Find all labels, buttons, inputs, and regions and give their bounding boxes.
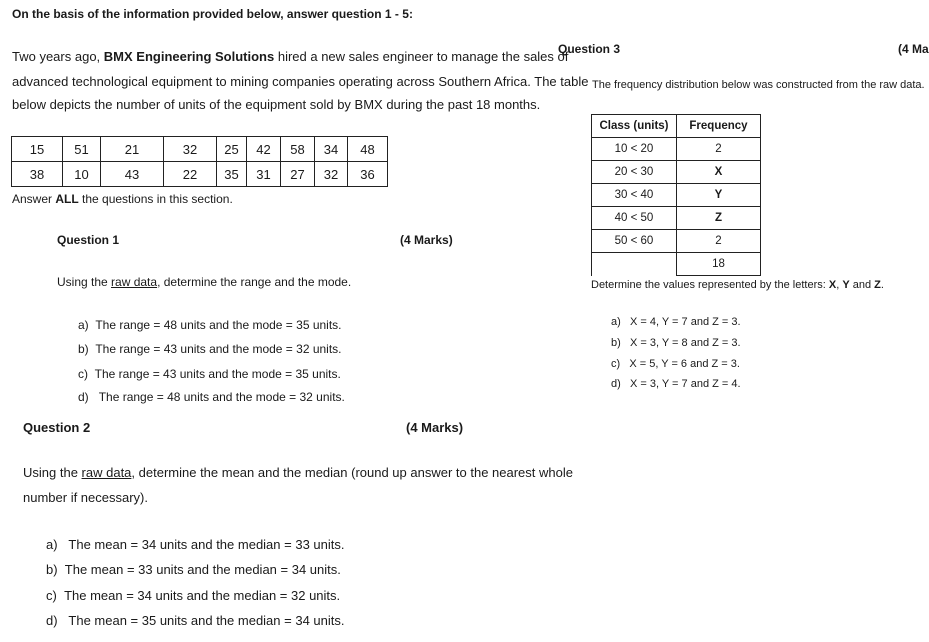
- q2-prompt: [23, 465, 573, 480]
- section-note: [12, 192, 233, 206]
- table-cell: 15: [12, 137, 63, 162]
- table-cell: 2: [677, 230, 761, 253]
- table-cell: 50 < 60: [592, 230, 677, 253]
- q3-intro: The frequency distribution below was constructed from the raw data.: [592, 79, 925, 91]
- option-text: X = 3, Y = 8 and Z = 3.: [629, 337, 741, 349]
- option-label: c): [78, 367, 88, 381]
- option-label: d): [611, 378, 621, 390]
- table-cell: 30 < 40: [592, 184, 677, 207]
- table-cell: 36: [348, 162, 388, 187]
- q1-option-b[interactable]: [78, 342, 342, 356]
- prompt-text: Using the: [57, 275, 112, 289]
- option-label: a): [611, 316, 621, 328]
- option-label: c): [611, 358, 621, 370]
- note-emphasis: ALL: [55, 192, 79, 206]
- intro-line-2: advanced technological equipment to mining companies operating across Southern Africa. The table: [12, 74, 589, 89]
- q2-option-c[interactable]: [46, 588, 340, 603]
- option-text: X = 5, Y = 6 and Z = 3.: [629, 358, 740, 370]
- note-text: the questions in this section.: [78, 192, 233, 206]
- note-text: Answer: [12, 192, 56, 206]
- q2-option-a[interactable]: [46, 537, 344, 552]
- raw-data-link: raw data: [81, 465, 132, 480]
- table-row: [592, 230, 761, 253]
- option-text: The range = 43 units and the mode = 35 units.: [94, 367, 341, 381]
- raw-data-link: raw data: [111, 275, 158, 289]
- table-cell: 22: [164, 162, 217, 187]
- option-text: The mean = 33 units and the median = 34 units.: [64, 562, 341, 577]
- table-cell: Y: [677, 184, 761, 207]
- table-cell: 43: [101, 162, 164, 187]
- q3-option-a[interactable]: [611, 316, 741, 328]
- q3-option-b[interactable]: [611, 337, 741, 349]
- intro-text: hired a new sales engineer to manage the sales of: [274, 49, 569, 64]
- option-label: c): [46, 588, 57, 603]
- prompt-text: , determine the range and the mode.: [157, 275, 352, 289]
- q3-title: Question 3: [558, 42, 621, 56]
- letter-y: Y: [842, 279, 850, 291]
- q3-marks: (4 Ma: [898, 42, 929, 56]
- intro-line-1: [12, 49, 568, 64]
- intro-line-3: below depicts the number of units of the equipment sold by BMX during the past 18 months.: [12, 97, 541, 112]
- table-cell-empty: [592, 253, 677, 276]
- table-cell: Z: [677, 207, 761, 230]
- option-text: The range = 48 units and the mode = 32 units.: [98, 390, 345, 404]
- q3-option-c[interactable]: [611, 358, 740, 370]
- frequency-table: [591, 114, 761, 276]
- table-cell: 35: [217, 162, 247, 187]
- intro-text: Two years ago,: [12, 49, 104, 64]
- table-header-cell: Class (units): [592, 115, 677, 138]
- table-row: [592, 138, 761, 161]
- option-label: b): [611, 337, 621, 349]
- option-label: d): [78, 390, 89, 404]
- letter-x: X: [828, 279, 837, 291]
- table-cell: 32: [315, 162, 348, 187]
- table-cell: 31: [247, 162, 281, 187]
- q1-option-d[interactable]: [78, 390, 345, 404]
- option-text: The mean = 34 units and the median = 33 units.: [68, 537, 345, 552]
- q2-marks: (4 Marks): [406, 420, 464, 435]
- raw-data-table: [11, 136, 388, 187]
- table-cell: 20 < 30: [592, 161, 677, 184]
- option-label: b): [78, 342, 89, 356]
- option-label: d): [46, 613, 58, 628]
- q1-prompt: [57, 275, 351, 289]
- table-row: [592, 207, 761, 230]
- table-cell: 40 < 50: [592, 207, 677, 230]
- prompt-text: ,: [836, 279, 843, 291]
- table-row: [12, 137, 388, 162]
- option-label: a): [78, 318, 89, 332]
- table-total-cell: 18: [677, 253, 761, 276]
- option-text: X = 4, Y = 7 and Z = 3.: [629, 316, 741, 328]
- option-text: X = 3, Y = 7 and Z = 4.: [629, 378, 741, 390]
- table-cell: 10: [63, 162, 101, 187]
- table-cell: 58: [281, 137, 315, 162]
- q1-title: Question 1: [57, 233, 120, 247]
- table-cell: X: [677, 161, 761, 184]
- option-text: The range = 43 units and the mode = 32 units.: [95, 342, 342, 356]
- q1-option-a[interactable]: [78, 318, 342, 332]
- q2-option-b[interactable]: [46, 562, 341, 577]
- q1-marks: (4 Marks): [400, 233, 453, 247]
- table-cell: 34: [315, 137, 348, 162]
- option-text: The range = 48 units and the mode = 35 units.: [95, 318, 342, 332]
- prompt-text: and: [849, 279, 875, 291]
- company-name: BMX Engineering Solutions: [103, 49, 275, 64]
- table-cell: 51: [63, 137, 101, 162]
- instruction-heading: On the basis of the information provided below, answer question 1 - 5:: [12, 7, 413, 21]
- table-row: [592, 161, 761, 184]
- q1-option-c[interactable]: [78, 367, 341, 381]
- q2-option-d[interactable]: [46, 613, 344, 628]
- prompt-text: Using the: [23, 465, 82, 480]
- q3-prompt: [591, 279, 884, 291]
- table-total-row: [592, 253, 761, 276]
- prompt-text: , determine the mean and the median (round up answer to the nearest whole: [131, 465, 573, 480]
- option-label: a): [46, 537, 58, 552]
- table-cell: 2: [677, 138, 761, 161]
- prompt-text: Determine the values represented by the letters:: [591, 279, 829, 291]
- table-cell: 21: [101, 137, 164, 162]
- option-text: The mean = 35 units and the median = 34 units.: [68, 613, 345, 628]
- option-text: The mean = 34 units and the median = 32 units.: [64, 588, 341, 603]
- table-cell: 25: [217, 137, 247, 162]
- table-header-row: [592, 115, 761, 138]
- option-label: b): [46, 562, 58, 577]
- q3-option-d[interactable]: [611, 378, 741, 390]
- table-cell: 42: [247, 137, 281, 162]
- table-cell: 32: [164, 137, 217, 162]
- table-cell: 48: [348, 137, 388, 162]
- q2-title: Question 2: [23, 420, 91, 435]
- prompt-text: .: [880, 279, 884, 291]
- table-cell: 27: [281, 162, 315, 187]
- table-header-cell: Frequency: [677, 115, 761, 138]
- table-cell: 10 < 20: [592, 138, 677, 161]
- table-row: [592, 184, 761, 207]
- letter-z: Z: [874, 279, 881, 291]
- q2-prompt-line-2: number if necessary).: [23, 490, 148, 505]
- table-cell: 38: [12, 162, 63, 187]
- table-row: [12, 162, 388, 187]
